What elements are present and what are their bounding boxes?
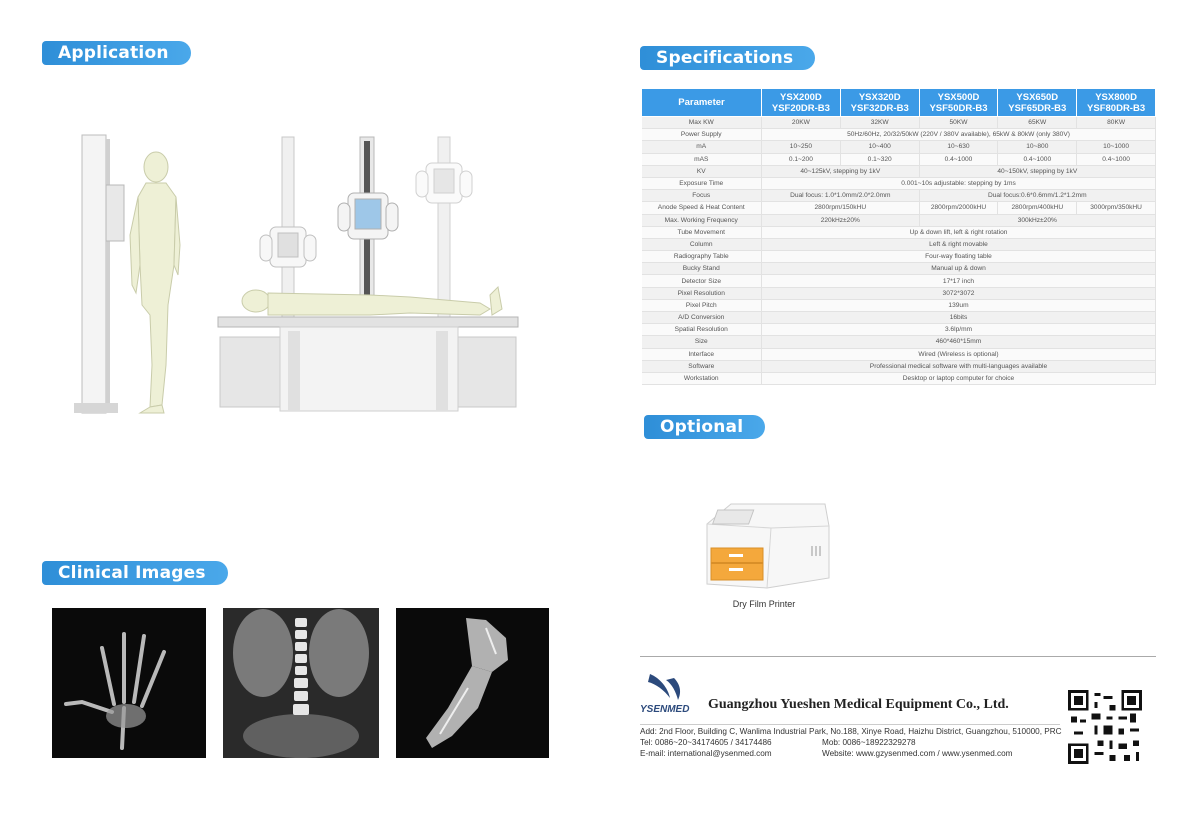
row-value-cell: 2800rpm/400kHU: [998, 202, 1077, 214]
row-value-cell: Wired (Wireless is optional): [762, 348, 1156, 360]
dry-film-printer-image: [695, 490, 835, 590]
table-row: [642, 129, 1156, 141]
row-value-cell: 0.1~320: [840, 153, 919, 165]
clinical-image-spine: [223, 608, 379, 758]
table-row: [642, 238, 1156, 250]
table-row: [642, 287, 1156, 299]
logo-text: YSENMED: [640, 704, 690, 715]
tube-head-right: [416, 163, 472, 203]
row-value-cell: 20KW: [762, 117, 841, 129]
company-logo: [640, 668, 696, 716]
section-title-specifications: Specifications: [644, 46, 815, 70]
tube-head-center: [338, 193, 398, 239]
header-model: YSX650D YSF65DR-B3: [998, 89, 1077, 117]
table-row: [642, 202, 1156, 214]
table-row: [642, 263, 1156, 275]
section-title-clinical-images: Clinical Images: [46, 561, 228, 585]
row-parameter-name: mA: [642, 141, 762, 153]
row-value-cell: 0.4~1000: [919, 153, 998, 165]
row-value-cell: 40~150kV, stepping by 1kV: [919, 165, 1155, 177]
footer-divider: [640, 656, 1156, 657]
company-mobile: Mob: 0086~18922329278: [822, 738, 916, 747]
row-parameter-name: Bucky Stand: [642, 263, 762, 275]
row-parameter-name: Detector Size: [642, 275, 762, 287]
bucky-stand-column: [82, 135, 106, 413]
header-parameter: Parameter: [642, 89, 762, 117]
row-parameter-name: Interface: [642, 348, 762, 360]
tube-head-left: [260, 227, 316, 267]
table-row: [642, 348, 1156, 360]
clinical-image-foot: [396, 608, 549, 758]
table-row: [642, 299, 1156, 311]
row-value-cell: 65KW: [998, 117, 1077, 129]
header-model: YSX200D YSF20DR-B3: [762, 89, 841, 117]
table-row: [642, 372, 1156, 384]
row-parameter-name: Pixel Resolution: [642, 287, 762, 299]
row-value-cell: 300kHz±20%: [919, 214, 1155, 226]
row-parameter-name: Max KW: [642, 117, 762, 129]
row-value-cell: 2800rpm/150kHU: [762, 202, 920, 214]
table-row: [642, 214, 1156, 226]
table-row: [642, 251, 1156, 263]
row-parameter-name: Focus: [642, 190, 762, 202]
row-parameter-name: Column: [642, 238, 762, 250]
table-row: [642, 177, 1156, 189]
table-row: [642, 117, 1156, 129]
row-value-cell: 50Hz/60Hz, 20/32/50kW (220V / 380V available), 65kW & 80kW (only 380V): [762, 129, 1156, 141]
row-value-cell: 0.001~10s adjustable: stepping by 1ms: [762, 177, 1156, 189]
xray-system-illustration: [70, 125, 530, 425]
radiography-table-top: [218, 317, 518, 327]
table-row: [642, 360, 1156, 372]
company-tel: Tel: 0086~20~34174605 / 34174486: [640, 738, 772, 747]
row-parameter-name: Radiography Table: [642, 251, 762, 263]
table-row: [642, 190, 1156, 202]
row-value-cell: Desktop or laptop computer for choice: [762, 372, 1156, 384]
row-value-cell: 0.1~200: [762, 153, 841, 165]
table-row: [642, 275, 1156, 287]
specifications-table: [641, 88, 1156, 385]
company-name: Guangzhou Yueshen Medical Equipment Co., Ltd.: [708, 697, 1009, 712]
row-value-cell: 10~630: [919, 141, 998, 153]
table-row: [642, 153, 1156, 165]
row-value-cell: 17*17 inch: [762, 275, 1156, 287]
row-value-cell: 40~125kV, stepping by 1kV: [762, 165, 920, 177]
table-row: [642, 312, 1156, 324]
row-value-cell: Dual focus: 1.0*1.0mm/2.0*2.0mm: [762, 190, 920, 202]
row-value-cell: 10~400: [840, 141, 919, 153]
qr-code: [1068, 690, 1142, 764]
row-value-cell: Dual focus:0.6*0.6mm/1.2*1.2mm: [919, 190, 1155, 202]
section-title-optional: Optional: [648, 415, 765, 439]
row-parameter-name: Size: [642, 336, 762, 348]
row-value-cell: 10~1000: [1077, 141, 1156, 153]
clinical-image-hand: [52, 608, 206, 758]
header-model: YSX500D YSF50DR-B3: [919, 89, 998, 117]
row-value-cell: 80KW: [1077, 117, 1156, 129]
row-parameter-name: Pixel Pitch: [642, 299, 762, 311]
section-title-application: Application: [46, 41, 191, 65]
row-value-cell: 10~250: [762, 141, 841, 153]
company-address: Add: 2nd Floor, Building C, Wanlima Industrial Park, No.188, Xinye Road, Haizhu District, Guangzhou, 510000, PRC: [640, 727, 1062, 736]
row-value-cell: 32KW: [840, 117, 919, 129]
row-parameter-name: Exposure Time: [642, 177, 762, 189]
row-value-cell: 139um: [762, 299, 1156, 311]
row-value-cell: 0.4~1000: [998, 153, 1077, 165]
row-value-cell: Manual up & down: [762, 263, 1156, 275]
row-value-cell: 460*460*15mm: [762, 336, 1156, 348]
row-value-cell: Up & down lift, left & right rotation: [762, 226, 1156, 238]
row-parameter-name: Spatial Resolution: [642, 324, 762, 336]
table-row: [642, 324, 1156, 336]
row-value-cell: 16bits: [762, 312, 1156, 324]
row-value-cell: Professional medical software with multi-languages available: [762, 360, 1156, 372]
row-parameter-name: Software: [642, 360, 762, 372]
header-model: YSX320D YSF32DR-B3: [840, 89, 919, 117]
table-row: [642, 336, 1156, 348]
row-value-cell: 220kHz±20%: [762, 214, 920, 226]
row-value-cell: Left & right movable: [762, 238, 1156, 250]
row-parameter-name: Power Supply: [642, 129, 762, 141]
row-parameter-name: Max. Working Frequency: [642, 214, 762, 226]
table-row: [642, 226, 1156, 238]
row-value-cell: 50KW: [919, 117, 998, 129]
address-divider: [640, 724, 1060, 725]
row-parameter-name: Workstation: [642, 372, 762, 384]
table-row: [642, 165, 1156, 177]
row-parameter-name: Tube Movement: [642, 226, 762, 238]
header-model: YSX800D YSF80DR-B3: [1077, 89, 1156, 117]
standing-patient-figure: [130, 152, 180, 413]
row-value-cell: 10~800: [998, 141, 1077, 153]
row-value-cell: 3000rpm/350kHU: [1077, 202, 1156, 214]
row-parameter-name: mAS: [642, 153, 762, 165]
bucky-detector: [106, 185, 124, 241]
row-value-cell: 3.6lp/mm: [762, 324, 1156, 336]
row-value-cell: 0.4~1000: [1077, 153, 1156, 165]
company-email: E-mail: international@ysenmed.com: [640, 749, 772, 758]
table-row: [642, 141, 1156, 153]
row-parameter-name: KV: [642, 165, 762, 177]
row-parameter-name: A/D Conversion: [642, 312, 762, 324]
printer-caption: Dry Film Printer: [732, 599, 796, 609]
row-value-cell: 3072*3072: [762, 287, 1156, 299]
table-header-row: [642, 89, 1156, 117]
row-value-cell: 2800rpm/2000kHU: [919, 202, 998, 214]
row-value-cell: Four-way floating table: [762, 251, 1156, 263]
company-website: Website: www.gzysenmed.com / www.ysenmed.com: [822, 749, 1013, 758]
row-parameter-name: Anode Speed & Heat Content: [642, 202, 762, 214]
